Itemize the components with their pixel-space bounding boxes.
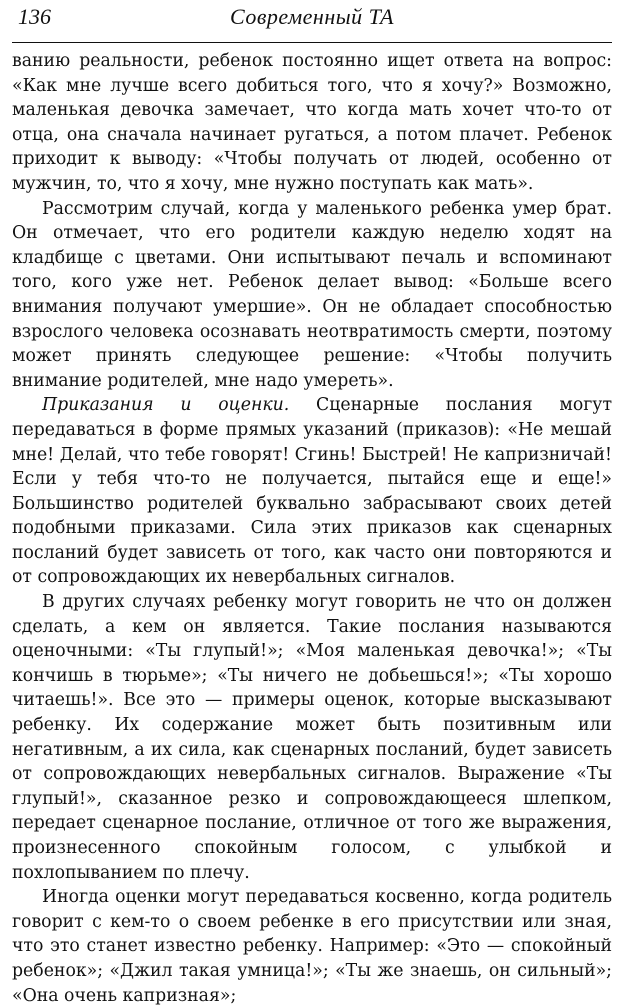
page-header — [12, 0, 612, 43]
paragraph-continuation: ванию реальности, ребенок постоянно ищет ответа на вопрос: «Как мне лучше всего добиться того, что я хочу?» Возможно, маленькая девочка замечает, что когда мать хочет что-то от отца, она сначала начинает ругаться, а потом плачет. Ребенок приходит к выводу: «Чтобы получать от людей, особенно от мужчин, то, что я хочу, мне нужно поступать как мать». — [12, 51, 612, 194]
paragraph-evaluations: В других случаях ребенку могут говорить не что он должен сделать, а кем он является. Такие послания называются оценочными: «Ты глупый!»; «Моя маленькая девочка!»; «Ты кончишь в тюрьме»; «Ты ничего не добьешься!»; «Ты хорошо читаешь!». Все это — примеры оценок, которые высказывают ребенку. Их содержание может быть позитивным или негативным, а их сила, как сценарных посланий, будет зависеть от сопровождающих невербальных сигналов. Выражение «Ты глупый!», сказанное резко и сопровождающееся шлепком, передает сценарное послание, отличное от того же выражения, произнесенного спокойным голосом, с улыбкой и похлопыванием по плечу. — [12, 592, 612, 883]
body-text — [12, 49, 612, 1008]
paragraph-commands-text: Сценарные послания могут передаваться в форме прямых указаний (приказов): «Не мешай мне! Делай, что тебе говорят! Сгинь! Быстрей! Не капризничай! Если у тебя что-то не получается, пытайся еще и еще!» Большинство родителей буквально забрасывают своих детей подобными приказами. Сила этих приказов как сценарных посланий будет зависеть от того, как часто они повторяются и от сопровождающих их невербальных сигналов. — [12, 395, 613, 588]
page-number: 136 — [18, 4, 51, 29]
running-title: Современный ТА — [230, 4, 394, 29]
paragraph-commands — [12, 393, 612, 590]
run-in-heading: Приказания и оценки. — [42, 395, 290, 416]
paragraph-brother-example: Рассмотрим случай, когда у маленького ребенка умер брат. Он отмечает, что его родители каждую неделю ходят на кладбище с цветами. Они испытывают печаль и вспоминают того, кого уже нет. Ребенок делает вывод: «Больше всего внимания получают умершие». Он не обладает способностью взрослого человека осознавать неотвратимость смерти, поэтому может принять следующее решение: «Чтобы получить внимание родителей, мне надо умереть». — [12, 198, 612, 391]
paragraph-indirect-evaluations: Иногда оценки могут передаваться косвенно, когда родитель говорит с кем-то о своем ребенке в его присутствии или зная, что это станет известно ребенку. Например: «Это — спокойный ребенок»; «Джил такая умница!»; «Ты же знаешь, он сильный»; «Она очень капризная»; — [12, 887, 612, 1006]
